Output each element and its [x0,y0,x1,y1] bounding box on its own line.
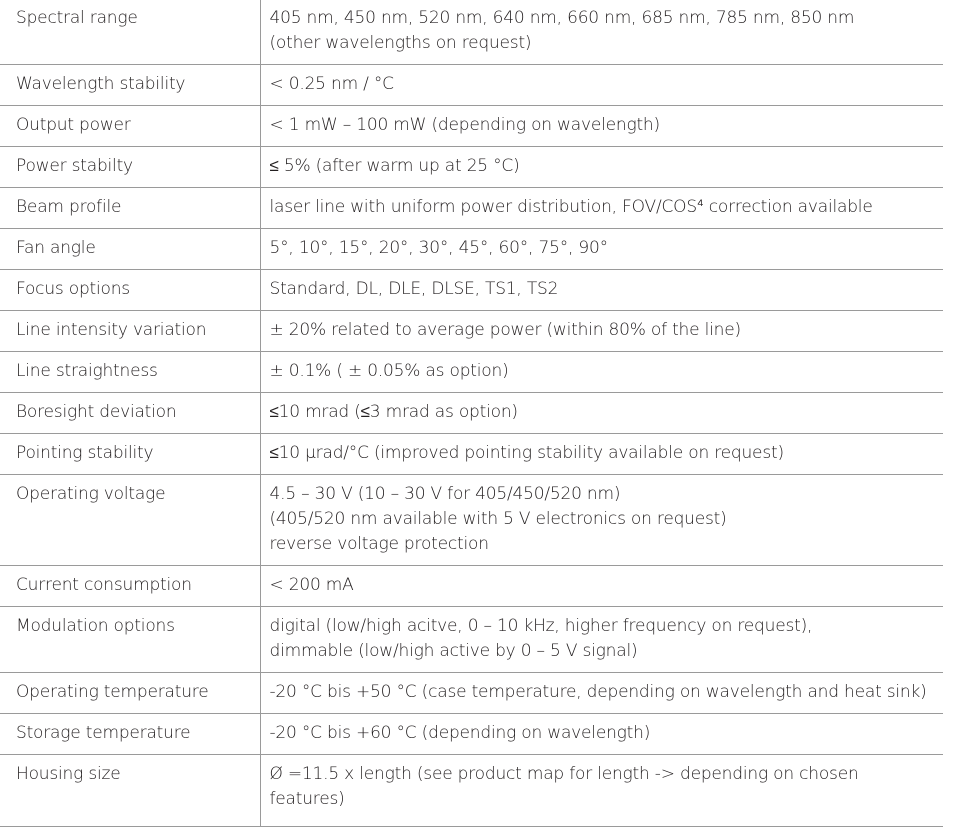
spec-value-line: ± 0.1% ( ± 0.05% as option) [269,361,509,381]
spec-value-line: Ø =11.5 x length (see product map for length -> depending on chosen [269,764,859,784]
spec-row [0,755,943,827]
spec-label: Wavelength stability [0,65,260,106]
spec-value [260,607,943,673]
spec-value [260,106,943,147]
spec-label: Storage temperature [0,714,260,755]
spec-row [0,566,943,607]
spec-value [260,475,943,566]
spec-label: Beam profile [0,188,260,229]
spec-row [0,106,943,147]
spec-value-line: (405/520 nm available with 5 V electronics on request) [269,509,727,529]
spec-row [0,673,943,714]
spec-value [260,393,943,434]
spec-value-line: ≤10 mrad (≤3 mrad as option) [269,402,518,422]
spec-row [0,229,943,270]
spec-value [260,352,943,393]
spec-value-line: Standard, DL, DLE, DLSE, TS1, TS2 [269,279,559,299]
spec-value-line: dimmable (low/high active by 0 – 5 V signal) [269,641,638,661]
spec-label: Output power [0,106,260,147]
spec-value-line: 4.5 – 30 V (10 – 30 V for 405/450/520 nm) [269,484,621,504]
spec-label: Operating temperature [0,673,260,714]
spec-label: Focus options [0,270,260,311]
spec-value [260,188,943,229]
spec-row [0,434,943,475]
spec-row [0,188,943,229]
spec-value [260,673,943,714]
spec-value-line: ≤ 5% (after warm up at 25 °C) [269,156,520,176]
spec-value [260,714,943,755]
spec-label: Current consumption [0,566,260,607]
spec-row [0,475,943,566]
spec-value [260,270,943,311]
spec-value-line: -20 °C bis +50 °C (case temperature, depending on wavelength and heat sink) [269,682,927,702]
spec-value-line: (other wavelengths on request) [269,33,532,53]
spec-label: Spectral range [0,0,260,65]
spec-value-line: 5°, 10°, 15°, 20°, 30°, 45°, 60°, 75°, 90° [269,238,608,258]
spec-value-line: digital (low/high acitve, 0 – 10 kHz, higher frequency on request), [269,616,813,636]
spec-value-line: < 1 mW – 100 mW (depending on wavelength) [269,115,660,135]
spec-label: Modulation options [0,607,260,673]
spec-row [0,352,943,393]
spec-value [260,147,943,188]
spec-label: Line straightness [0,352,260,393]
spec-label: Line intensity variation [0,311,260,352]
spec-label: Pointing stability [0,434,260,475]
spec-row [0,65,943,106]
spec-value-line: features) [269,789,345,809]
spec-row [0,270,943,311]
spec-row [0,714,943,755]
spec-value-line: reverse voltage protection [269,534,489,554]
spec-row [0,607,943,673]
spec-value [260,229,943,270]
spec-value-line: laser line with uniform power distribution, FOV/COS⁴ correction available [269,197,873,217]
spec-row [0,0,943,65]
spec-value [260,434,943,475]
spec-label: Operating voltage [0,475,260,566]
spec-value [260,0,943,65]
spec-label: Boresight deviation [0,393,260,434]
spec-row [0,147,943,188]
spec-value-line: ± 20% related to average power (within 80% of the line) [269,320,741,340]
spec-value-line: ≤10 µrad/°C (improved pointing stability available on request) [269,443,784,463]
spec-value [260,65,943,106]
spec-value [260,566,943,607]
spec-row [0,311,943,352]
spec-value-line: < 200 mA [269,575,354,595]
spec-value-line: < 0.25 nm / °C [269,74,394,94]
spec-label: Housing size [0,755,260,827]
spec-row [0,393,943,434]
spec-value [260,311,943,352]
spec-value [260,755,943,827]
spec-value-line: -20 °C bis +60 °C (depending on wavelength) [269,723,651,743]
spec-label: Fan angle [0,229,260,270]
spec-value-line: 405 nm, 450 nm, 520 nm, 640 nm, 660 nm, 685 nm, 785 nm, 850 nm [269,8,855,28]
spec-label: Power stabilty [0,147,260,188]
